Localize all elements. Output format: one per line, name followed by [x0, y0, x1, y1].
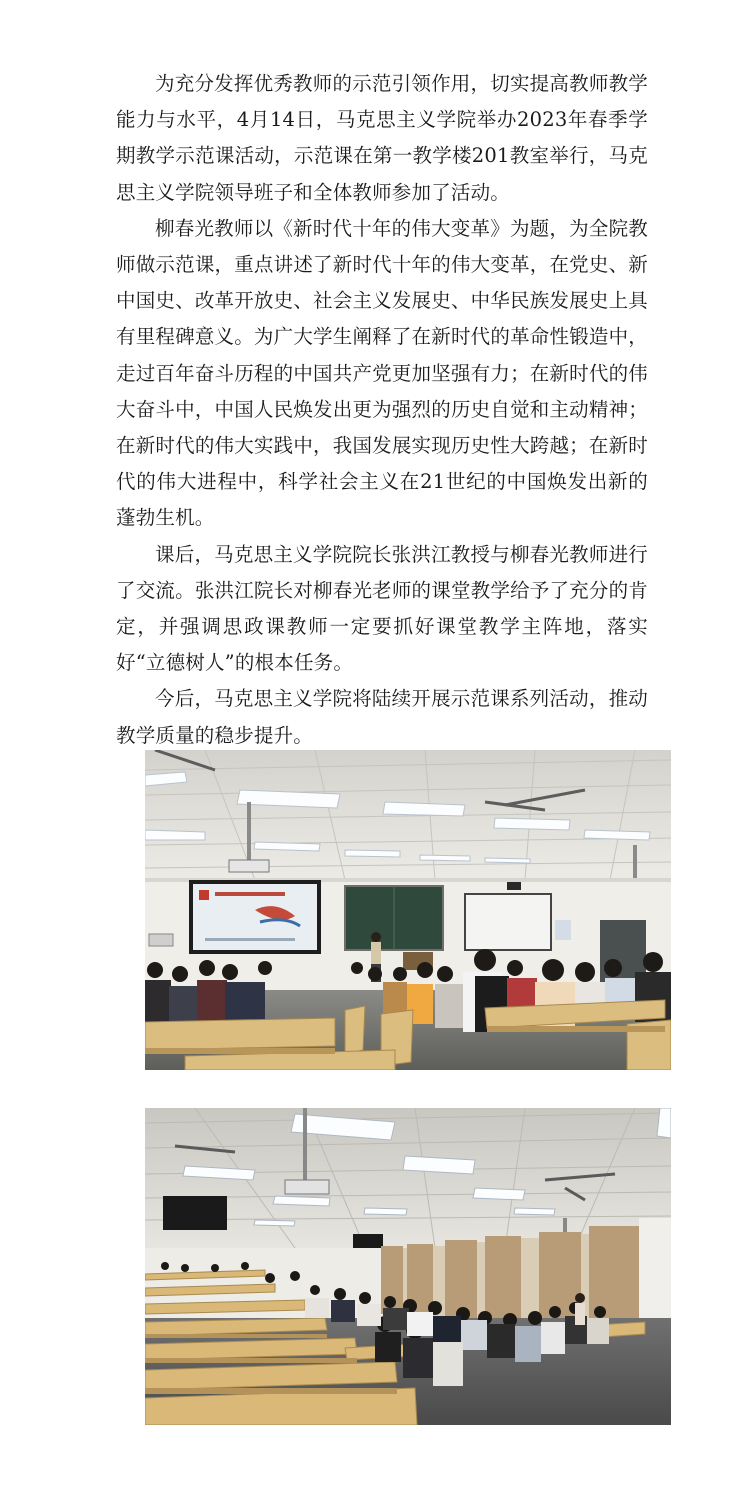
article-body: [116, 66, 648, 754]
classroom-rear-photo: [145, 1108, 671, 1425]
paragraph-intro: 为充分发挥优秀教师的示范引领作用，切实提高教师教学能力与水平，4月14日，马克思主义学院举办2023年春季学期教学示范课活动，示范课在第一教学楼201教室举行，马克思主义学院领导班子和全体教师参加了活动。: [116, 72, 648, 204]
paragraph-outlook: 今后，马克思主义学院将陆续开展示范课系列活动，推动教学质量的稳步提升。: [116, 687, 648, 747]
paragraph-lecture: 柳春光教师以《新时代十年的伟大变革》为题，为全院教师做示范课，重点讲述了新时代十年的伟大变革，在党史、新中国史、改革开放史、社会主义发展史、中华民族发展史上具有里程碑意义。为广大学生阐释了在新时代的革命性锻造中，走过百年奋斗历程的中国共产党更加坚强有力；在新时代的伟大奋斗中，中国人民焕发出更为强烈的历史自觉和主动精神；在新时代的伟大实践中，我国发展实现历史性大跨越；在新时代的伟大进程中，科学社会主义在21世纪的中国焕发出新的蓬勃生机。: [116, 216, 648, 530]
paragraph-exchange: 课后，马克思主义学院院长张洪江教授与柳春光教师进行了交流。张洪江院长对柳春光老师的课堂教学给予了充分的肯定，并强调思政课教师一定要抓好课堂教学主阵地，落实好“立德树人”的根本任务。: [116, 542, 648, 675]
classroom-front-photo: [145, 750, 671, 1070]
